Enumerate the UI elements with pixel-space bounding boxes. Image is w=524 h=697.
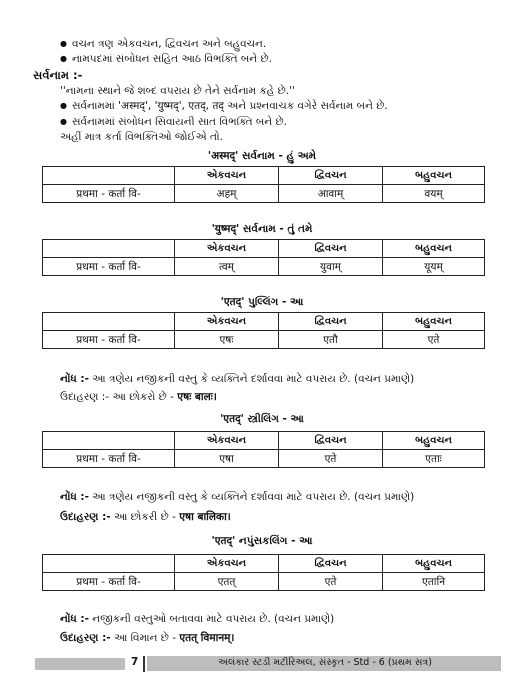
table-header-row (43, 432, 485, 450)
sarvanam-note: અહીં માત્ર કર્તા વિભક્તિઓ જોઈએ તો. (60, 131, 223, 143)
example-1-text: આ છોકરો છે - (109, 391, 178, 403)
note-2 (60, 490, 414, 504)
table-header-row (43, 555, 485, 573)
header-ekvachan: એકવચન (175, 240, 279, 258)
intro-bullet-1: ● વચન ત્રણ એકવચન, દ્વિવચન અને બહુવચન. (60, 37, 266, 52)
page-footer (35, 656, 501, 670)
table-etad-feminine (42, 431, 485, 468)
header-ekvachan: એકવચન (175, 432, 279, 450)
header-cell-empty (43, 313, 175, 331)
header-cell-empty (43, 555, 175, 573)
cell-dual: एते (279, 573, 383, 591)
example-2 (60, 510, 231, 524)
table-row (43, 258, 485, 276)
example-2-label: ઉદાહરણ :- (60, 511, 111, 523)
cell-plural: यूयम् (383, 258, 485, 276)
table-header-row (43, 167, 485, 185)
header-dvivachan: દ્વિવચન (279, 240, 383, 258)
note-2-text: આ ત્રણેય નજીકની વસ્તુ કે વ્યક્તિને દર્શાવવા માટે વપરાય છે. (વચન પ્રમાણે) (88, 491, 415, 503)
cell-plural: एते (383, 331, 485, 349)
cell-plural: वयम् (383, 185, 485, 203)
cell-singular: एषा (175, 450, 279, 468)
intro-bullet-2: ● નામપદમાં સંબોધન સહિત આઠ વિભક્તિ બને છે. (60, 52, 272, 67)
table-asmad (42, 166, 485, 203)
row-label: प्रथमा - कर्ता वि- (43, 573, 175, 591)
table-1-title: 'अस्मद्' સર્વનામ - હું અમે (207, 150, 317, 162)
footer-divider (143, 656, 145, 672)
header-bahuvachan: બહુવચન (383, 167, 485, 185)
row-label: प्रथमा - कर्ता वि- (43, 185, 175, 203)
example-1-sanskrit: एषः बालः। (177, 391, 217, 403)
header-dvivachan: દ્વિવચન (279, 432, 383, 450)
header-bahuvachan: બહુવચન (383, 555, 485, 573)
header-cell-empty (43, 167, 175, 185)
example-3-sanskrit: एतत् विमानम्। (179, 632, 235, 644)
row-label: प्रथमा - कर्ता वि- (43, 258, 175, 276)
cell-dual: आवाम् (279, 185, 383, 203)
cell-dual: एतौ (279, 331, 383, 349)
note-2-label: નોંધ :- (60, 491, 89, 503)
table-row (43, 450, 485, 468)
header-ekvachan: એકવચન (175, 313, 279, 331)
table-3-title: 'एतद्' પુલ્લિંગ - આ (220, 296, 304, 308)
cell-plural: एताः (383, 450, 485, 468)
table-row (43, 573, 485, 591)
header-dvivachan: દ્વિવચન (279, 167, 383, 185)
note-1-label: નોંધ :- (60, 373, 89, 385)
header-ekvachan: એકવચન (175, 555, 279, 573)
table-2-title: 'युष्मद्' સર્વનામ - તું તમે (211, 223, 313, 235)
table-etad-masculine (42, 312, 485, 349)
table-4-title: 'एतद्' સ્ત્રીલિંગ - આ (220, 413, 304, 425)
example-2-sanskrit: एषा बालिका। (179, 511, 231, 523)
example-1 (60, 390, 217, 404)
sarvanam-bullet-2: ● સર્વનામમાં સંબોધન સિવાયની સાત વિભક્તિ બને છે. (60, 115, 287, 130)
example-1-label: ઉદાહરણ :- (60, 391, 110, 403)
table-yushmad (42, 239, 485, 276)
example-2-text: આ છોકરી છે - (110, 511, 180, 523)
sarvanam-heading: સર્વનામ :- (33, 68, 83, 82)
table-row (43, 185, 485, 203)
example-3-text: આ વિમાન છે - (110, 632, 180, 644)
table-etad-neuter (42, 554, 485, 591)
footer-bar-left (35, 658, 125, 670)
table-row (43, 331, 485, 349)
cell-plural: एतानि (383, 573, 485, 591)
cell-dual: एते (279, 450, 383, 468)
table-header-row (43, 240, 485, 258)
row-label: प्रथमा - कर्ता वि- (43, 331, 175, 349)
sarvanam-bullet-1: ● સર્વનામમાં 'अस्मद्', 'युष्मद्', एतद्, तद् અને પ્રશ્નવાચક વગેરે સર્વનામ બને છે. (60, 99, 388, 114)
example-3-label: ઉદાહરણ :- (60, 632, 111, 644)
note-3 (60, 612, 334, 626)
row-label: प्रथमा - कर्ता वि- (43, 450, 175, 468)
header-ekvachan: એકવચન (175, 167, 279, 185)
header-dvivachan: દ્વિવચન (279, 555, 383, 573)
note-3-label: નોંધ :- (60, 613, 89, 625)
sarvanam-definition: ''નામના સ્થાને જે શબ્દ વપરાય છે તેને સર્વનામ કહે છે.'' (60, 85, 295, 97)
header-cell-empty (43, 240, 175, 258)
table-5-title: 'एतद्' નપુંસકલિંગ - આ (211, 535, 313, 547)
example-3 (60, 631, 234, 645)
header-cell-empty (43, 432, 175, 450)
header-bahuvachan: બહુવચન (383, 432, 485, 450)
header-bahuvachan: બહુવચન (383, 313, 485, 331)
page-number: 7 (131, 656, 139, 668)
cell-singular: एषः (175, 331, 279, 349)
cell-dual: युवाम् (279, 258, 383, 276)
footer-text: અલંકાર સ્ટડી મટીરિઅલ, સંસ્કૃત - Std - 6 (પ્રથમ સત્ર) (218, 657, 432, 668)
header-dvivachan: દ્વિવચન (279, 313, 383, 331)
note-3-text: નજીકની વસ્તુઓ બતાવવા માટે વપરાય છે. (વચન પ્રમાણે) (88, 613, 335, 625)
note-1 (60, 372, 414, 386)
cell-singular: अहम् (175, 185, 279, 203)
note-1-text: આ ત્રણેય નજીકની વસ્તુ કે વ્યક્તિને દર્શાવવા માટે વપરાય છે. (વચન પ્રમાણે) (88, 373, 415, 385)
cell-singular: एतत् (175, 573, 279, 591)
cell-singular: त्वम् (175, 258, 279, 276)
header-bahuvachan: બહુવચન (383, 240, 485, 258)
table-header-row (43, 313, 485, 331)
